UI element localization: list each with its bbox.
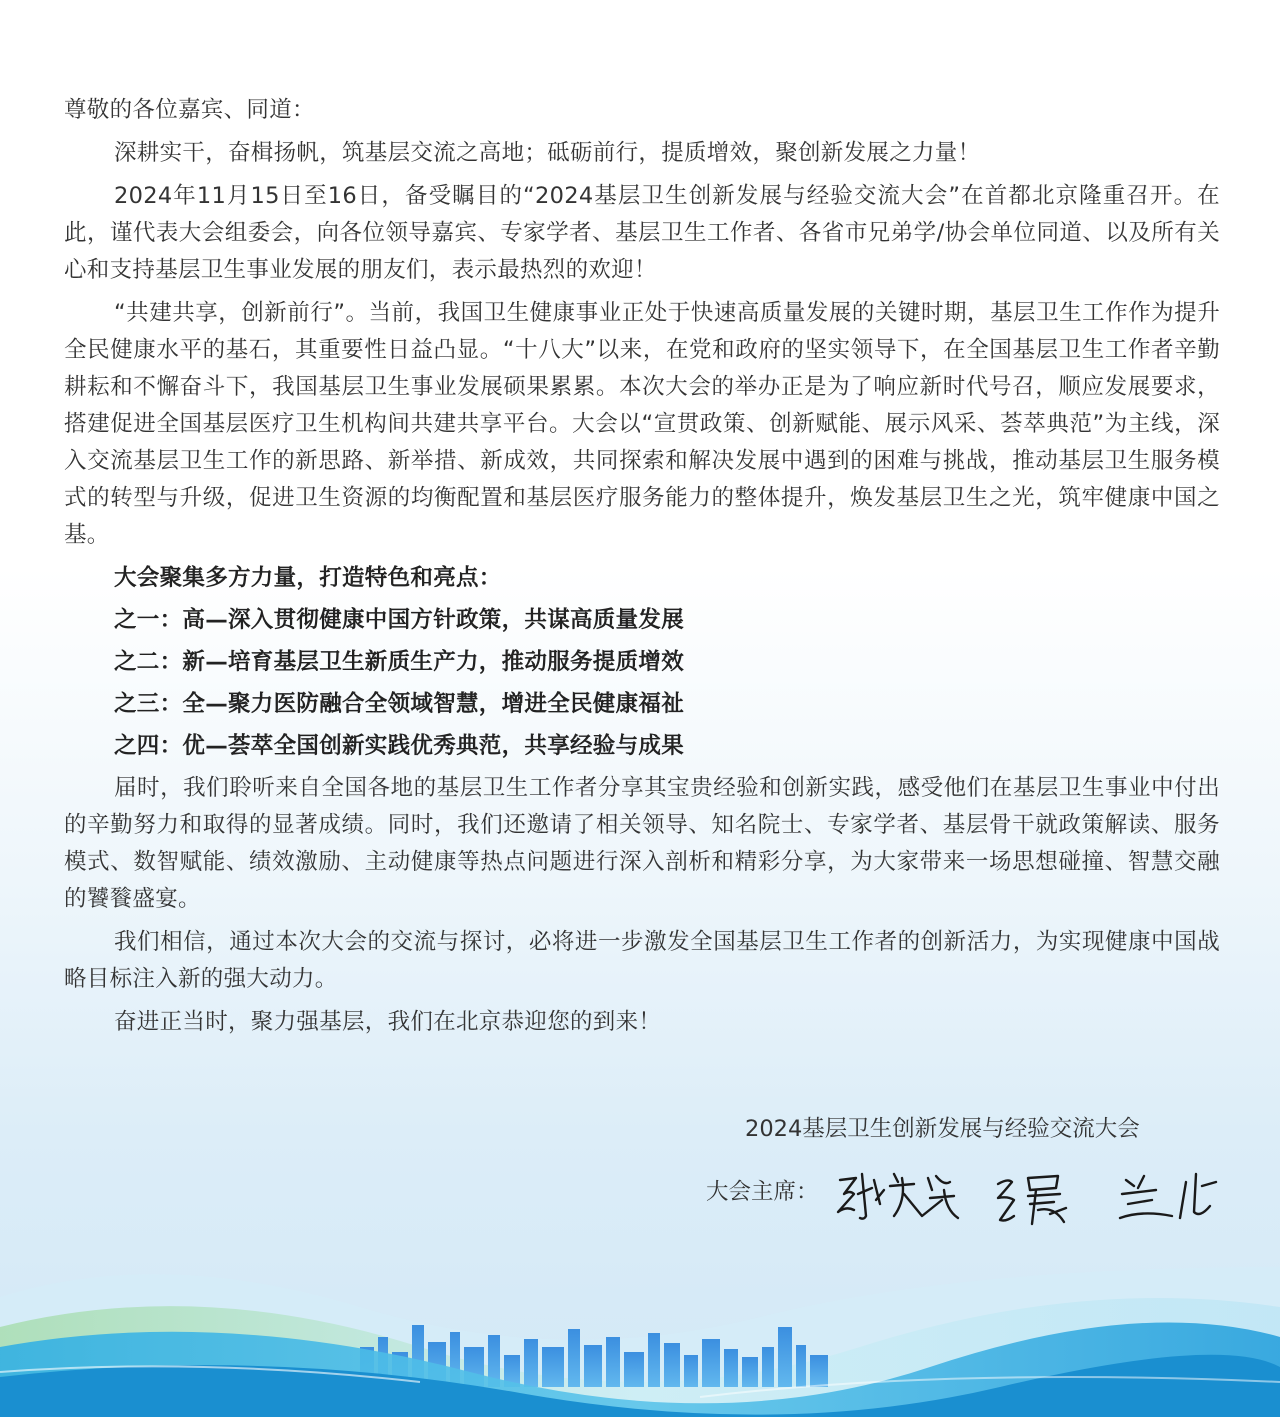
paragraph: 届时，我们聆听来自全国各地的基层卫生工作者分享其宝贵经验和创新实践，感受他们在基层卫生事业中付出的辛勤努力和取得的显著成绩。同时，我们还邀请了相关领导、知名院士、专家学者、基层骨干就政策解读、服务模式、数智赋能、绩效激励、主动健康等热点问题进行深入剖析和精彩分享，为大家带来一场思想碰撞、智慧交融的饕餮盛宴。 (64, 775, 1220, 912)
highlight-item: 之一：高—深入贯彻健康中国方针政策，共谋高质量发展 (114, 607, 685, 633)
greeting: 尊敬的各位嘉宾、同道： (64, 97, 315, 123)
chair-label: 大会主席： (706, 1179, 819, 1205)
paragraph: “共建共享，创新前行”。当前，我国卫生健康事业正处于快速高质量发展的关键时期，基层卫生工作作为提升全民健康水平的基石，其重要性日益凸显。“十八大”以来，在党和政府的坚实领导下，在全国基层卫生工作者辛勤耕耘和不懈奋斗下，我国基层卫生事业发展硕果累累。本次大会的举办正是为了响应新时代号召，顺应发展要求，搭建促进全国基层医疗卫生机构间共建共享平台。大会以“宣贯政策、创新赋能、展示风采、荟萃典范”为主线，深入交流基层卫生工作的新思路、新举措、新成效，共同探索和解决发展中遇到的困难与挑战，推动基层卫生服务模式的转型与升级，促进卫生资源的均衡配置和基层医疗服务能力的整体提升，焕发基层卫生之光，筑牢健康中国之基。 (64, 300, 1220, 548)
highlight-item: 之二：新—培育基层卫生新质生产力，推动服务提质增效 (114, 649, 685, 675)
letter-body (64, 92, 1220, 1047)
paragraph: 我们相信，通过本次大会的交流与探讨，必将进一步激发全国基层卫生工作者的创新活力，为实现健康中国战略目标注入新的强大动力。 (64, 929, 1220, 992)
highlights-title: 大会聚集多方力量，打造特色和亮点： (114, 565, 502, 591)
organizer-name: 2024基层卫生创新发展与经验交流大会 (745, 1116, 1140, 1142)
paragraph: 2024年11月15日至16日，备受瞩目的“2024基层卫生创新发展与经验交流大会”在首都北京隆重召开。在此，谨代表大会组委会，向各位领导嘉宾、专家学者、基层卫生工作者、各省市兄弟学/协会单位同道、以及所有关心和支持基层卫生事业发展的朋友们，表示最热烈的欢迎！ (64, 183, 1220, 283)
highlight-item: 之三：全—聚力医防融合全领域智慧，增进全民健康福祉 (114, 691, 685, 717)
paragraph: 深耕实干，奋楫扬帆，筑基层交流之高地；砥砺前行，提质增效，聚创新发展之力量！ (114, 140, 981, 166)
city-wave-decoration (0, 1197, 1280, 1417)
highlight-item: 之四：优—荟萃全国创新实践优秀典范，共享经验与成果 (114, 733, 685, 759)
paragraph: 奋进正当时，聚力强基层，我们在北京恭迎您的到来！ (114, 1009, 662, 1035)
